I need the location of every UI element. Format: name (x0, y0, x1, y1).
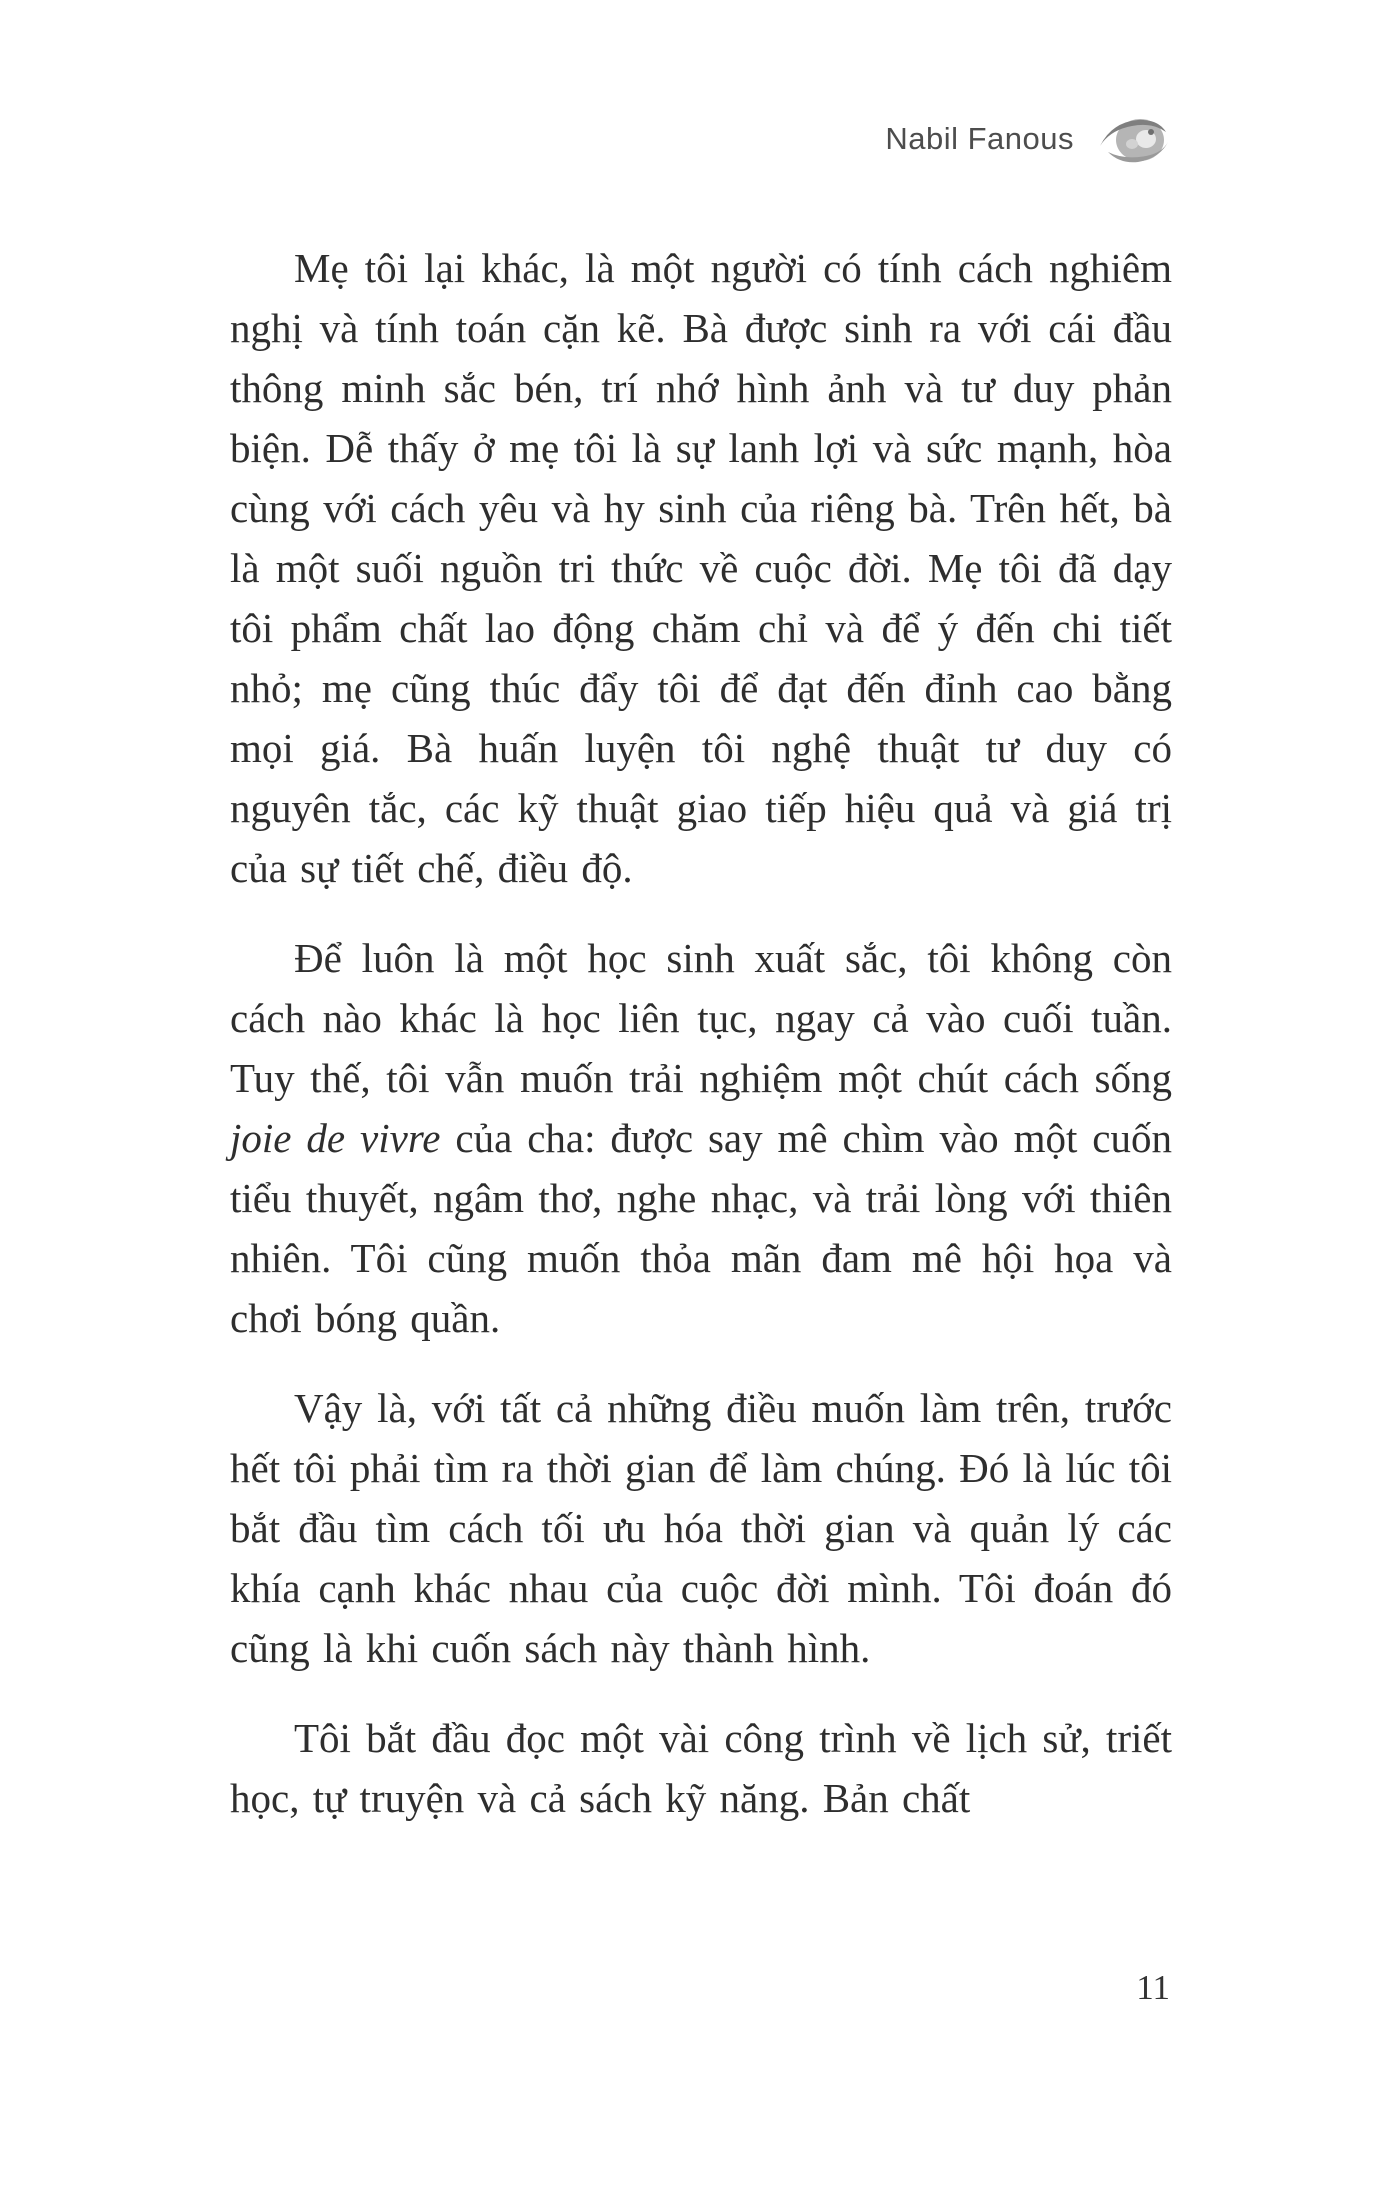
page-body (230, 238, 1172, 1828)
paragraph-2-text-after: của cha: được say mê chìm vào một cuốn tiểu thuyết, ngâm thơ, nghe nhạc, và trải lòng với thiên nhiên. Tôi cũng muốn thỏa mãn đam mê hội họa và chơi bóng quần. (230, 1115, 1172, 1341)
page-number: 11 (1136, 1968, 1170, 2007)
paragraph-1: Mẹ tôi lại khác, là một người có tính cách nghiêm nghị và tính toán cặn kẽ. Bà được sinh ra với cái đầu thông minh sắc bén, trí nhớ hình ảnh và tư duy phản biện. Dễ thấy ở mẹ tôi là sự lanh lợi và sức mạnh, hòa cùng với cách yêu và hy sinh của riêng bà. Trên hết, bà là một suối nguồn tri thức về cuộc đời. Mẹ tôi đã dạy tôi phẩm chất lao động chăm chỉ và để ý đến chi tiết nhỏ; mẹ cũng thúc đẩy tôi để đạt đến đỉnh cao bằng mọi giá. Bà huấn luyện tôi nghệ thuật tư duy có nguyên tắc, các kỹ thuật giao tiếp hiệu quả và giá trị của sự tiết chế, điều độ. (230, 245, 1172, 891)
running-header (885, 112, 1172, 166)
paragraph-2-text-before: Để luôn là một học sinh xuất sắc, tôi không còn cách nào khác là học liên tục, ngay cả vào cuối tuần. Tuy thế, tôi vẫn muốn trải nghiệm một chút cách sống (230, 935, 1172, 1101)
header-ornament-icon (1094, 112, 1172, 166)
page-footer (1136, 1968, 1170, 2008)
running-header-author: Nabil Fanous (885, 121, 1074, 156)
paragraph-3: Vậy là, với tất cả những điều muốn làm trên, trước hết tôi phải tìm ra thời gian để làm chúng. Đó là lúc tôi bắt đầu tìm cách tối ưu hóa thời gian và quản lý các khía cạnh khác nhau của cuộc đời mình. Tôi đoán đó cũng là khi cuốn sách này thành hình. (230, 1385, 1172, 1671)
paragraph-4: Tôi bắt đầu đọc một vài công trình về lịch sử, triết học, tự truyện và cả sách kỹ năng. Bản chất (230, 1715, 1172, 1821)
italic-phrase: joie de vivre (230, 1115, 441, 1161)
paragraph-2 (230, 928, 1172, 1348)
